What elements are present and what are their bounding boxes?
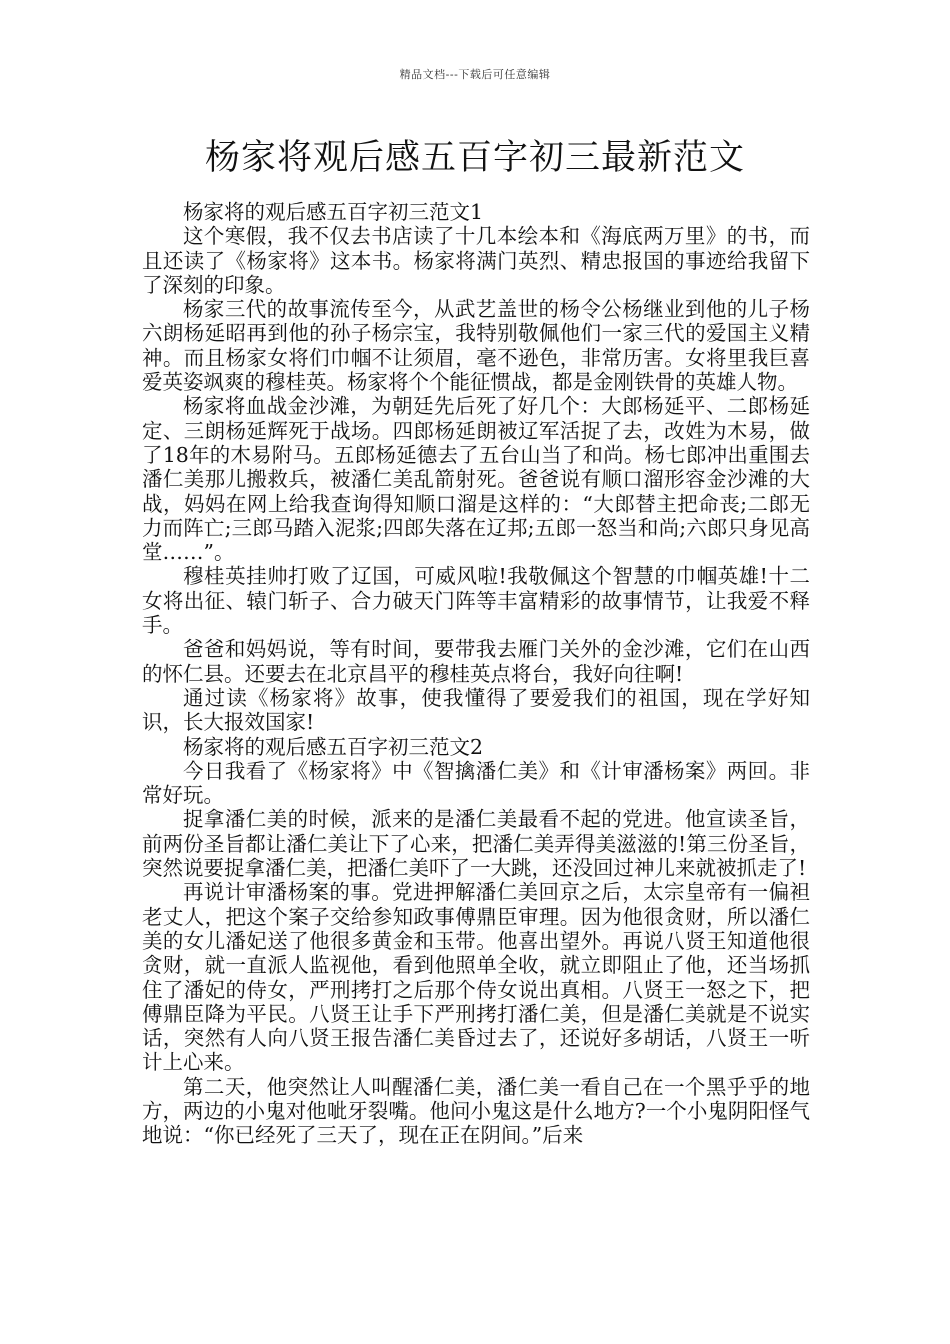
paragraph: 这个寒假，我不仅去书店读了十几本绘本和《海底两万里》的书，而且还读了《杨家将》这本书。杨家将满门英烈、精忠报国的事迹给我留下了深刻的印象。 (142, 224, 810, 297)
paragraph: 捉拿潘仁美的时候，派来的是潘仁美最看不起的党进。他宣读圣旨，前两份圣旨都让潘仁美让下了心来，把潘仁美弄得美滋滋的!第三份圣旨，突然说要捉拿潘仁美，把潘仁美吓了一大跳，还没回过神儿来就被抓走了! (142, 807, 810, 881)
document-title: 杨家将观后感五百字初三最新范文 (204, 138, 745, 178)
essay-heading-2: 杨家将的观后感五百字初三范文2 (183, 734, 484, 759)
essay-heading-1: 杨家将的观后感五百字初三范文1 (183, 200, 484, 224)
document-body (142, 200, 810, 1148)
paragraph: 杨家将血战金沙滩，为朝廷先后死了好几个：大郎杨延平、二郎杨延定、三朗杨延辉死于战场。四郎杨延朗被辽军活捉了去，改姓为木易，做了18年的木易附马。五郎杨延德去了五台山当了和尚。杨七郎冲出重围去潘仁美那儿搬救兵，被潘仁美乱箭射死。爸爸说有顺口溜形容金沙滩的大战，妈妈在网上给我查询得知顺口溜是这样的：“大郎替主把命丧;二郎无力而阵亡;三郎马踏入泥浆;四郎失落在辽邦;五郎一怒当和尚;六郎只身见高堂……”。 (142, 394, 810, 565)
paragraph: 第二天，他突然让人叫醒潘仁美，潘仁美一看自己在一个黑乎乎的地方，两边的小鬼对他呲牙裂嘴。他问小鬼这是什么地方?一个小鬼阴阳怪气地说：“你已经死了三天了，现在正在阴间。”后来 (142, 1074, 810, 1148)
paragraph: 再说计审潘杨案的事。党进押解潘仁美回京之后，太宗皇帝有一偏袒老丈人，把这个案子交给参知政事傅鼎臣审理。因为他很贪财，所以潘仁美的女儿潘妃送了他很多黄金和玉带。他喜出望外。再说八贤王知道他很贪财，就一直派人监视他，看到他照单全收，就立即阻止了他，还当场抓住了潘妃的侍女，严刑拷打之后那个侍女说出真相。八贤王一怒之下，把傅鼎臣降为平民。八贤王让手下严刑拷打潘仁美，但是潘仁美就是不说实话，突然有人向八贤王报告潘仁美昏过去了，还说好多胡话，八贤王一听计上心来。 (142, 880, 810, 1075)
paragraph: 穆桂英挂帅打败了辽国，可威风啦!我敬佩这个智慧的巾帼英雄!十二女将出征、辕门斩子、合力破天门阵等丰富精彩的故事情节，让我爱不释手。 (142, 564, 810, 638)
paragraph: 杨家三代的故事流传至今，从武艺盖世的杨令公杨继业到他的儿子杨六朗杨延昭再到他的孙子杨宗宝，我特别敬佩他们一家三代的爱国主义精神。而且杨家女将们巾帼不让须眉，毫不逊色，非常历害。女将里我巨喜爱英姿飒爽的穆桂英。杨家将个个能征惯战，都是金刚铁骨的英雄人物。 (142, 297, 810, 395)
page-header: 精品文档---下载后可任意编辑 (399, 68, 551, 81)
paragraph: 今日我看了《杨家将》中《智擒潘仁美》和《计审潘杨案》两回。非常好玩。 (142, 758, 810, 808)
paragraph: 通过读《杨家将》故事，使我懂得了要爱我们的祖国，现在学好知识，长大报效国家! (142, 685, 810, 735)
paragraph: 爸爸和妈妈说，等有时间，要带我去雁门关外的金沙滩，它们在山西的怀仁县。还要去在北京昌平的穆桂英点将台，我好向往啊! (142, 637, 810, 686)
